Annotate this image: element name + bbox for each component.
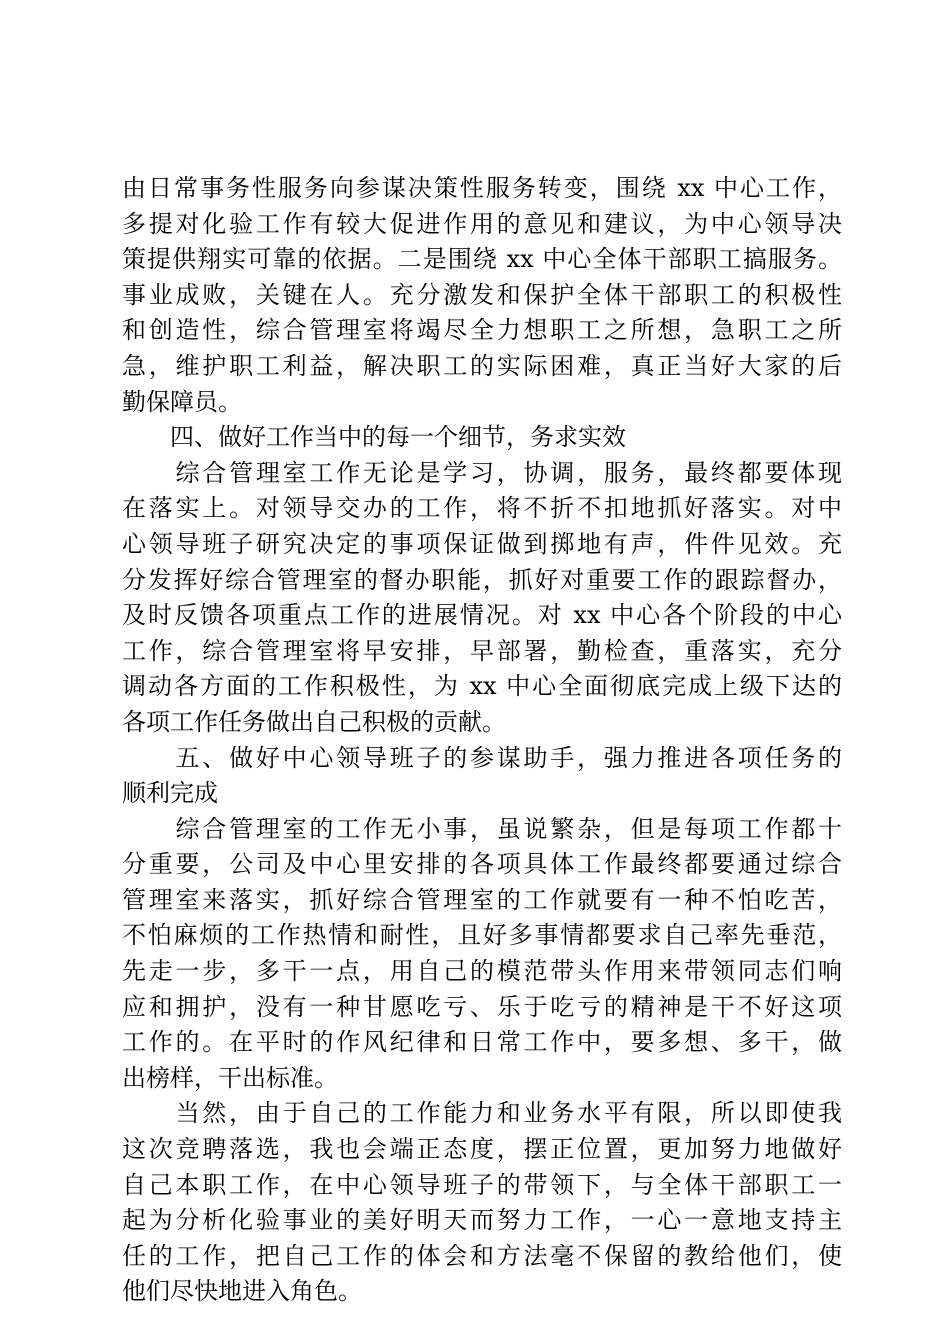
text-line: 四、做好工作当中的每一个细节，务求实效 <box>122 423 626 452</box>
text-line: 各项工作任务做出自己积极的贡献。 <box>122 707 506 736</box>
text-line: 五、做好中心领导班子的参谋助手，强力推进各项任务的 <box>122 743 842 772</box>
text-line: 急，维护职工利益，解决职工的实际困难，真正当好大家的后 <box>122 351 842 380</box>
text-line: 分重要，公司及中心里安排的各项具体工作最终都要通过综合 <box>122 850 842 879</box>
text-line: 事业成败，关键在人。充分激发和保护全体干部职工的积极性 <box>122 280 842 309</box>
text-line: 调动各方面的工作积极性，为 xx 中心全面彻底完成上级下达的 <box>122 672 842 701</box>
text-line: 分发挥好综合管理室的督办职能，抓好对重要工作的跟踪督办， <box>122 565 842 594</box>
text-line: 多提对化验工作有较大促进作用的意见和建议，为中心领导决 <box>122 209 842 238</box>
text-line: 勤保障员。 <box>122 387 242 416</box>
text-line: 及时反馈各项重点工作的进展情况。对 xx 中心各个阶段的中心 <box>122 601 842 630</box>
text-line: 先走一步，多干一点，用自己的模范带头作用来带领同志们响 <box>122 957 842 986</box>
text-line: 工作的。在平时的作风纪律和日常工作中，要多想、多干，做 <box>122 1028 842 1057</box>
text-line: 由日常事务性服务向参谋决策性服务转变，围绕 xx 中心工作， <box>122 174 842 202</box>
text-line: 任的工作，把自己工作的体会和方法毫不保留的教给他们，使 <box>122 1241 842 1270</box>
text-line: 综合管理室工作无论是学习，协调，服务，最终都要体现 <box>122 458 842 487</box>
text-line: 出榜样，干出标准。 <box>122 1063 338 1092</box>
text-line: 当然，由于自己的工作能力和业务水平有限，所以即使我 <box>122 1099 842 1128</box>
text-line: 工作，综合管理室将早安排，早部署，勤检查，重落实，充分 <box>122 636 842 665</box>
document-body <box>122 171 842 1310</box>
text-line: 自己本职工作，在中心领导班子的带领下，与全体干部职工一 <box>122 1170 842 1199</box>
text-line: 综合管理室的工作无小事，虽说繁杂，但是每项工作都十 <box>122 814 842 843</box>
text-line: 和创造性，综合管理室将竭尽全力想职工之所想，急职工之所 <box>122 316 842 345</box>
text-line: 管理室来落实，抓好综合管理室的工作就要有一种不怕吃苦， <box>122 885 842 914</box>
text-line: 心领导班子研究决定的事项保证做到掷地有声，件件见效。充 <box>122 529 842 558</box>
text-line: 顺利完成 <box>122 779 218 808</box>
text-line: 应和拥护，没有一种甘愿吃亏、乐于吃亏的精神是干不好这项 <box>122 992 842 1021</box>
text-line: 不怕麻烦的工作热情和耐性，且好多事情都要求自己率先垂范， <box>122 921 842 950</box>
text-line: 起为分析化验事业的美好明天而努力工作，一心一意地支持主 <box>122 1206 842 1235</box>
text-line: 这次竞聘落选，我也会端正态度，摆正位置，更加努力地做好 <box>122 1135 842 1164</box>
text-line: 在落实上。对领导交办的工作，将不折不扣地抓好落实。对中 <box>122 494 842 523</box>
text-line: 策提供翔实可靠的依据。二是围绕 xx 中心全体干部职工搞服务。 <box>122 245 842 274</box>
text-line: 他们尽快地进入角色。 <box>122 1277 362 1306</box>
